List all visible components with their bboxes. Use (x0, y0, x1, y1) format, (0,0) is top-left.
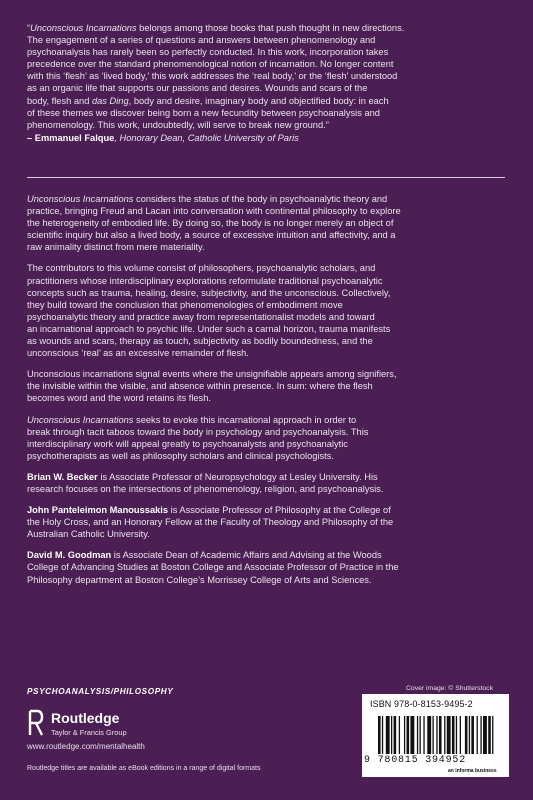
endorsement-quote (27, 22, 509, 144)
author-bio: Brian W. Becker is Associate Professor of Neuropsychology at Lesley University. His research focuses on the intersections of phenomenology, religion, and psychoanalysis. (27, 471, 384, 494)
publisher-name: Routledge (51, 710, 120, 726)
barcode-bar (436, 716, 437, 754)
barcode-bar (456, 716, 457, 754)
barcode-bar (378, 716, 381, 754)
barcode-icon (378, 716, 496, 754)
author-bio: John Panteleimon Manoussakis is Associate Professor of Philosophy at the College of the Holy Cross, and an Honorary Fellow at the Faculty of Theology and Philosophy of the Australian Catholic University. (27, 505, 394, 540)
barcode-bar (452, 716, 455, 754)
barcode-bar (423, 716, 424, 754)
paragraph-1: Unconscious Incarnations considers the status of the body in psychoanalytic theory and practice, bringing Freud and Lacan into conversation with continental philosophy to explore the heterogeneity of embodied life. By doing so, the body is no longer merely an object of scientific inquiry but also a lived body, a source of excessive intuition and affectivity, and a raw animality distinct from mere materiality. (27, 194, 401, 253)
barcode-bar (394, 716, 397, 754)
barcode-bar (399, 716, 400, 754)
isbn: ISBN 978-0-8153-9495-2 (370, 699, 473, 709)
barcode-bar (488, 716, 491, 754)
barcode-bar (469, 716, 470, 754)
publisher-subtitle: Taylor & Francis Group (51, 728, 127, 737)
publisher-url[interactable]: www.routledge.com/mentalhealth (27, 742, 145, 751)
barcode-bar (439, 716, 442, 754)
barcode-panel (362, 694, 509, 777)
paragraph-3: Unconscious incarnations signal events where the unsignifiable appears among signifiers, the invisible within the visible, and absence within presence. In sum: where the flesh becomes word and the word retains its flesh. (27, 369, 397, 404)
paragraph-4: Unconscious Incarnations seeks to evoke this incarnational approach in order to break through tacit taboos toward the body in psychology and psychoanalysis. This interdisciplinary work will appeal greatly to psychoanalysts and psychoanalytic psychotherapists as well as philosophy scholars and clinical psychologists. (27, 414, 369, 461)
quote-line: with this ‘flesh’ as ‘lived body,’ this work addresses the ‘real body,’ or the ‘flesh’ understood (27, 71, 398, 82)
barcode-bar (417, 716, 418, 754)
barcode-bar (427, 716, 431, 754)
cover-image-credit: Cover image: © Shutterstock (406, 685, 493, 692)
barcode-bar (386, 716, 390, 754)
publisher-logo (27, 707, 177, 741)
ebook-note: Routledge titles are available as eBook editions in a range of digital formats (27, 765, 261, 772)
barcode-bar (407, 716, 410, 754)
description (27, 193, 509, 595)
barcode-bar (477, 716, 478, 754)
barcode-bar (410, 716, 414, 754)
informa-tag: an informa business (448, 768, 497, 774)
barcode-bar (471, 716, 474, 754)
quote-line: psychoanalysis has rarely been so perfectly conducted. In this work, incorporation takes (27, 47, 389, 58)
routledge-icon (27, 709, 45, 737)
barcode-bar (465, 716, 468, 754)
quote-line: precedence over the standard phenomenological notion of incarnation. No longer content (27, 59, 394, 70)
quote-line: body, flesh and das Ding, body and desire, imaginary body and objectified body: in each (27, 95, 389, 106)
divider (27, 177, 505, 178)
barcode-bar (382, 716, 383, 754)
barcode-bar (480, 716, 481, 754)
barcode-bar (460, 716, 461, 754)
barcode-bar (444, 716, 445, 754)
quote-attribution (27, 132, 509, 144)
barcode-digits: 9 780815 394952 (364, 755, 467, 766)
barcode-bar (432, 716, 433, 754)
quote-line: as an organic life that supports our passions and desires. Wounds and scars of the (27, 83, 368, 94)
barcode-bar (391, 716, 392, 754)
quote-line: phenomenology. This work, undoubtedly, will serve to break new ground.” (27, 119, 329, 130)
attribution-role: , Honorary Dean, Catholic University of Paris (114, 132, 299, 143)
barcode-bar (447, 716, 451, 754)
barcode-bar (404, 716, 405, 754)
quote-line: “Unconscious Incarnations belongs among those books that push thought in new directions. (27, 23, 405, 33)
subject-category: PSYCHOANALYSIS/PHILOSOPHY (27, 687, 174, 696)
attribution-name: – Emmanuel Falque (27, 132, 115, 143)
barcode-bar (483, 716, 487, 754)
barcode-bar (419, 716, 420, 754)
paragraph-2: The contributors to this volume consist of philosophers, psychoanalytic scholars, and practitioners whose interdisciplinary explorations reformulate traditional psychoanalytic concepts such as trauma, healing, desire, subjectivity, and the unconscious. Collectively, they build toward the conclusion that phenomenologies of embodiment move psychoanalytic theory and practice away from representationalist models and toward an incarnational approach to psychic life. Under such a carnal horizon, trauma manifests as wounds and scars, therapy as touch, subjectivity as bodily boundedness, and the unconscious ‘real’ as an excessive remainder of flesh. (27, 263, 391, 359)
quote-line: The engagement of a series of questions and answers between phenomenology and (27, 35, 376, 46)
author-bio: David M. Goodman is Associate Dean of Academic Affairs and Advising at the Woods College of Advancing Studies at Boston College and Associate Professor of Practice in the Philosophy department at Boston College’s Morrissey College of Arts and Sciences. (27, 550, 399, 585)
barcode-bar (492, 716, 493, 754)
quote-line: of these themes we discover being born a new fecundity between psychoanalysis and (27, 107, 380, 118)
